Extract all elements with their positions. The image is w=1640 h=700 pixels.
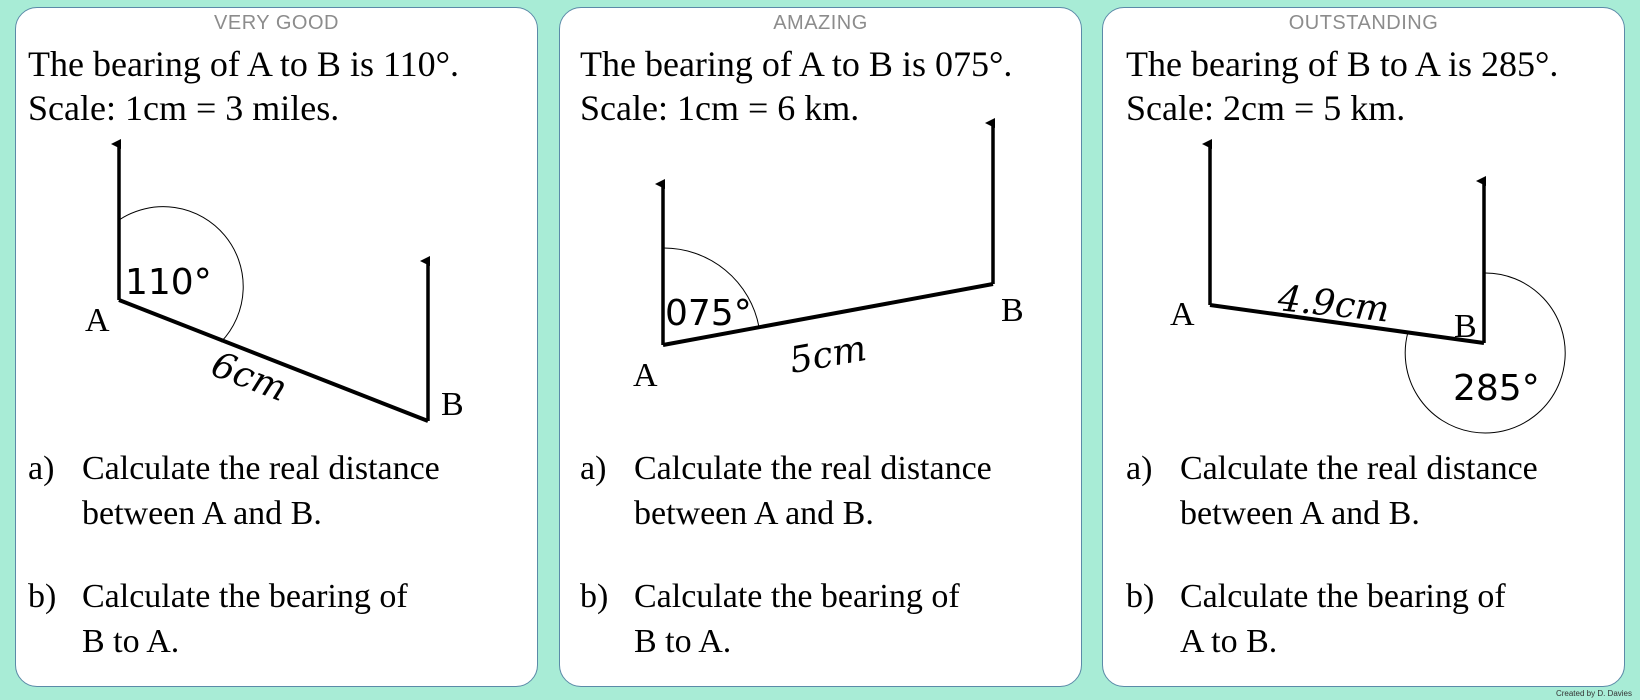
- point-b-label: B: [1454, 308, 1477, 345]
- point-b-label: B: [1001, 292, 1024, 329]
- bearing-statement: The bearing of A to B is 075°.: [580, 44, 1013, 84]
- question-b: [580, 574, 960, 664]
- question-letter: b): [580, 578, 609, 615]
- scale-statement: Scale: 2cm = 5 km.: [1126, 88, 1406, 128]
- question-line: Calculate the real distance: [634, 450, 992, 487]
- question-line: between A and B.: [634, 495, 874, 532]
- point-b-label: B: [441, 386, 464, 423]
- difficulty-label: VERY GOOD: [214, 12, 339, 34]
- angle-label: 110°: [125, 262, 212, 303]
- angle-label: 075°: [665, 293, 752, 334]
- question-card-amazing: [559, 7, 1082, 687]
- scale-statement: Scale: 1cm = 6 km.: [580, 88, 860, 128]
- question-b: [1126, 574, 1506, 664]
- question-b: [28, 574, 408, 664]
- question-letter: a): [1126, 450, 1153, 487]
- question-letter: b): [1126, 578, 1155, 615]
- question-a: [28, 446, 440, 536]
- question-line: between A and B.: [1180, 495, 1420, 532]
- bearing-statement: The bearing of A to B is 110°.: [28, 44, 460, 84]
- length-label: 4.9cm: [1276, 278, 1392, 331]
- question-a: [1126, 446, 1538, 536]
- author-credit: Created by D. Davies: [1555, 689, 1632, 698]
- length-label: 5cm: [786, 328, 870, 382]
- length-label: 6cm: [205, 344, 293, 411]
- scale-statement: Scale: 1cm = 3 miles.: [28, 88, 340, 128]
- question-line: Calculate the bearing of: [1180, 578, 1506, 615]
- question-line: B to A.: [82, 623, 180, 660]
- question-letter: a): [28, 450, 55, 487]
- angle-label: 285°: [1453, 368, 1540, 409]
- question-card-very-good: [15, 7, 538, 687]
- difficulty-label: AMAZING: [773, 12, 868, 34]
- question-letter: b): [28, 578, 57, 615]
- question-a: [580, 446, 992, 536]
- question-line: between A and B.: [82, 495, 322, 532]
- question-card-outstanding: [1102, 7, 1625, 687]
- point-a-label: A: [1170, 296, 1195, 333]
- point-a-label: A: [85, 302, 110, 339]
- difficulty-label: OUTSTANDING: [1288, 12, 1439, 34]
- question-line: Calculate the real distance: [82, 450, 440, 487]
- question-line: Calculate the bearing of: [82, 578, 408, 615]
- question-line: Calculate the bearing of: [634, 578, 960, 615]
- question-line: A to B.: [1180, 623, 1278, 660]
- question-line: B to A.: [634, 623, 732, 660]
- question-line: Calculate the real distance: [1180, 450, 1538, 487]
- point-a-label: A: [633, 357, 658, 394]
- question-letter: a): [580, 450, 607, 487]
- bearing-statement: The bearing of B to A is 285°.: [1126, 44, 1559, 84]
